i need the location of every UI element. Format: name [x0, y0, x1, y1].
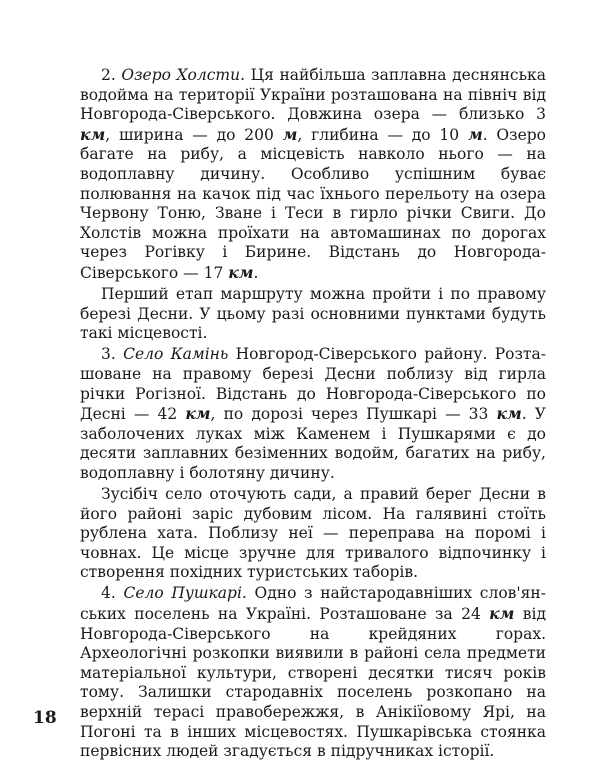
unit-km: км: [185, 404, 211, 424]
text-segment: .: [253, 263, 259, 282]
text-segment: , ширина — до 200: [105, 125, 283, 144]
item-number: 3.: [101, 345, 116, 364]
paragraph-kamin-description: Зусібіч село оточують сади, а правий берег Десни в його районі заріс дубовим лісом. На галявині стоїть рублена хата. Поблизу неї — переправа на поромі і човнах. Це місце зручне для тривалого відпочинку і створення похідних туристських таборів.: [80, 484, 546, 582]
text-segment: від Новгорода-Сіверського на крейдяних горах. Археологічні розкопки виявили в районі села предмети матеріальної культури, створені десятки тисяч років тому. Залишки стародавніх поселень розкопано на верхній терасі правобережжя, в Анікіїовому Ярі, на Погоні та в інших місцевостях. Пушкарівська стоянка первісних людей згадується в підручниках історії.: [80, 605, 546, 761]
unit-m: м: [282, 124, 298, 144]
text-segment: Одно з найстародавніших слов'янських поселень на Україні. Розташоване за 24: [80, 584, 547, 624]
item-number: 4.: [101, 584, 116, 603]
text-segment: , глибина — до 10: [297, 125, 468, 144]
paragraph-route-first-stage: Перший етап маршруту можна пройти і по правому березі Десни. У цьому разі основними пунктами будуть такі місцевості.: [80, 285, 546, 343]
paragraph-selo-pushkari: [80, 584, 546, 761]
paragraph-ozero-kholsti: [80, 66, 546, 284]
unit-km: км: [80, 124, 106, 144]
page-number: 18: [33, 708, 57, 728]
unit-km: км: [496, 404, 522, 424]
unit-km: км: [228, 262, 254, 282]
text-segment: Новгород-Сіверського району. Розташоване на правому березі Десни поблизу від гирла річки Рогізної. Відстань до Новгорода-Сіверського по Десні — 42: [80, 345, 546, 424]
unit-km: км: [489, 604, 515, 624]
item-title: Село Пушкарі.: [123, 584, 247, 603]
paragraph-selo-kamin: [80, 345, 546, 483]
text-segment: Ця найбільша заплавна деснянська водойма на території України розташована на північ від Новгорода-Сіверського. Довжина озера — близько 3: [80, 66, 546, 124]
item-title: Озеро Холсти.: [121, 66, 246, 84]
text-segment: , по дорозі через Пушкарі — 33: [210, 405, 497, 424]
item-title: Село Камінь: [123, 345, 229, 364]
page-text: [80, 66, 546, 763]
text-segment: . Озеро багате на рибу, а місцевість навколо нього — на водоплавну дичину. Особливо успішним буває полювання на качок під час їхнього перельоту на озера Червону Тоню, Зване і Теси в гирло річки Свиги. До Холстів можна проїхати на автомашинах по дорогах через Рогівку і Бирине. Відстань до Новгорода-Сіверського — 17: [80, 125, 546, 282]
unit-m: м: [467, 124, 483, 144]
item-number: 2.: [101, 66, 116, 84]
text-segment: . У заболочених лукаx між Каменем і Пушкарями є до десяти заплавних безіменних водойм, багатих на рибу, водоплавну і болотяну дичину.: [80, 405, 547, 482]
